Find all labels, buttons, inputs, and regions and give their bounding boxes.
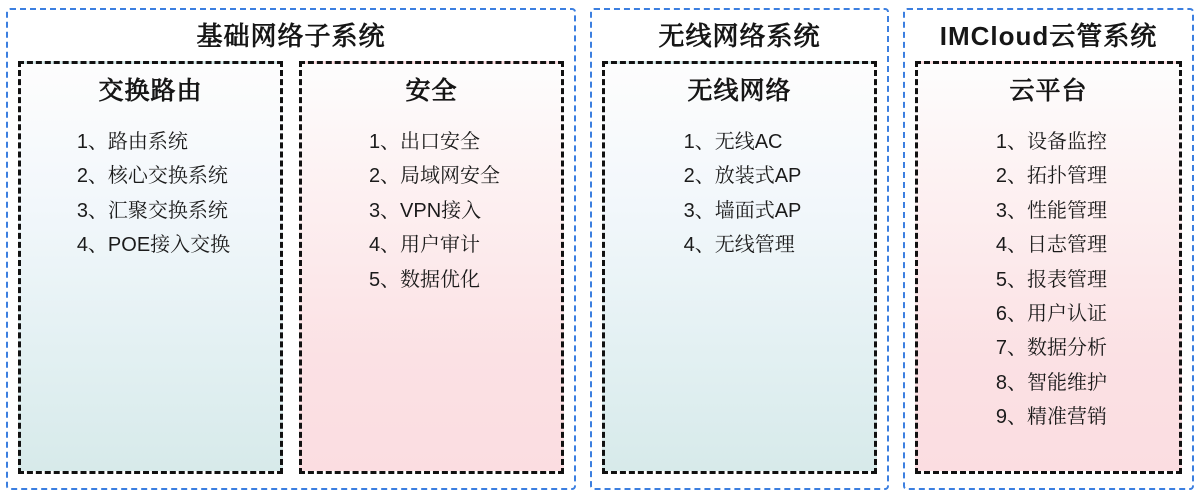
list-item: 5、报表管理 (995, 268, 1108, 291)
list-item: 4、POE接入交换 (76, 234, 231, 257)
panel-title: 无线网络 (687, 76, 792, 105)
list-item: 9、精准营销 (995, 406, 1108, 429)
list-item: 4、日志管理 (995, 234, 1108, 257)
list-item: 4、用户审计 (368, 234, 481, 257)
panel-title: 交换路由 (98, 76, 203, 105)
list-item: 1、无线AC (683, 131, 783, 154)
list-item: 1、路由系统 (76, 131, 188, 154)
panel-item-list (990, 125, 1107, 435)
panel-title: 云平台 (1009, 76, 1088, 105)
list-item: 8、智能维护 (995, 371, 1108, 394)
group-imcloud-management (903, 8, 1194, 490)
list-item: 1、设备监控 (995, 131, 1108, 154)
list-item: 2、核心交换系统 (76, 165, 228, 188)
group-wireless-network (590, 8, 889, 490)
group-body (602, 61, 877, 474)
list-item: 3、墙面式AP (683, 199, 802, 222)
group-title: 无线网络系统 (658, 21, 821, 51)
list-item: 3、VPN接入 (368, 199, 482, 222)
list-item: 7、数据分析 (995, 337, 1108, 360)
list-item: 1、出口安全 (368, 131, 481, 154)
panel-title: 安全 (405, 76, 458, 105)
panel-cloud-platform (915, 61, 1182, 474)
panel-security (299, 61, 564, 474)
list-item: 2、局域网安全 (368, 165, 501, 188)
group-title: IMCloud云管系统 (939, 21, 1158, 51)
panel-item-list (71, 125, 230, 263)
panel-switch-routing (18, 61, 283, 474)
panel-wireless (602, 61, 877, 474)
list-item: 2、放装式AP (683, 165, 802, 188)
group-body (18, 61, 564, 474)
group-basic-network (6, 8, 576, 490)
list-item: 3、汇聚交换系统 (76, 199, 228, 222)
panel-item-list (678, 125, 802, 263)
list-item: 6、用户认证 (995, 303, 1108, 326)
list-item: 3、性能管理 (995, 199, 1108, 222)
list-item: 4、无线管理 (683, 234, 795, 257)
group-title: 基础网络子系统 (196, 21, 386, 51)
list-item: 2、拓扑管理 (995, 165, 1108, 188)
panel-item-list (363, 125, 500, 297)
group-body (915, 61, 1182, 474)
list-item: 5、数据优化 (368, 268, 481, 291)
